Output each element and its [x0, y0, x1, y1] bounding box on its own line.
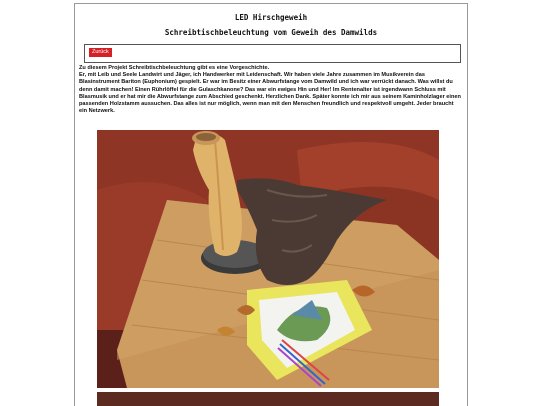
nav-bar: [84, 44, 461, 63]
back-button[interactable]: Zurück: [89, 48, 112, 57]
antler-lamp-photo: [97, 130, 439, 388]
page-title: LED Hirschgeweih: [234, 13, 308, 22]
page-subtitle: Schreibtischbeleuchtung vom Geweih des Damwilds: [164, 28, 378, 37]
photo-illustration: [97, 130, 439, 388]
story-text: [79, 65, 461, 115]
content-page: [74, 3, 468, 406]
second-photo-edge: [97, 392, 439, 406]
story-body: Er, mit Leib und Seele Landwirt und Jäger, ich Handwerker mit Leidenschaft. Wir haben viele Jahre zusammen im Musikverein das Blasinstrument Bariton (Euphonium) gespielt. Er war im Besitz einer Abwurfstange vom Damwild und ich war verrückt danach. Was willst du denn damit machen! Einen Rührlöffel für die Gulaschkanone? Das war ein ewiges Hin und Her! Im Rentenalter ist irgendwann Schluss mit Blasmusik und er hat mir die Abwurfstange zum Abschied geschenkt. Herzlichen Dank. Später konnte ich mir aus seinem Kaminholzlager einen passenden Holzstamm aussuchen. Das alles ist nur möglich, wenn man mit den Menschen freundlich und respektvoll umgeht. Jeder braucht ein Netzwerk.: [79, 72, 461, 115]
story-intro: Zu diesem Projekt Schreibtischbeleuchtung gibt es eine Vorgeschichte.: [79, 65, 270, 71]
